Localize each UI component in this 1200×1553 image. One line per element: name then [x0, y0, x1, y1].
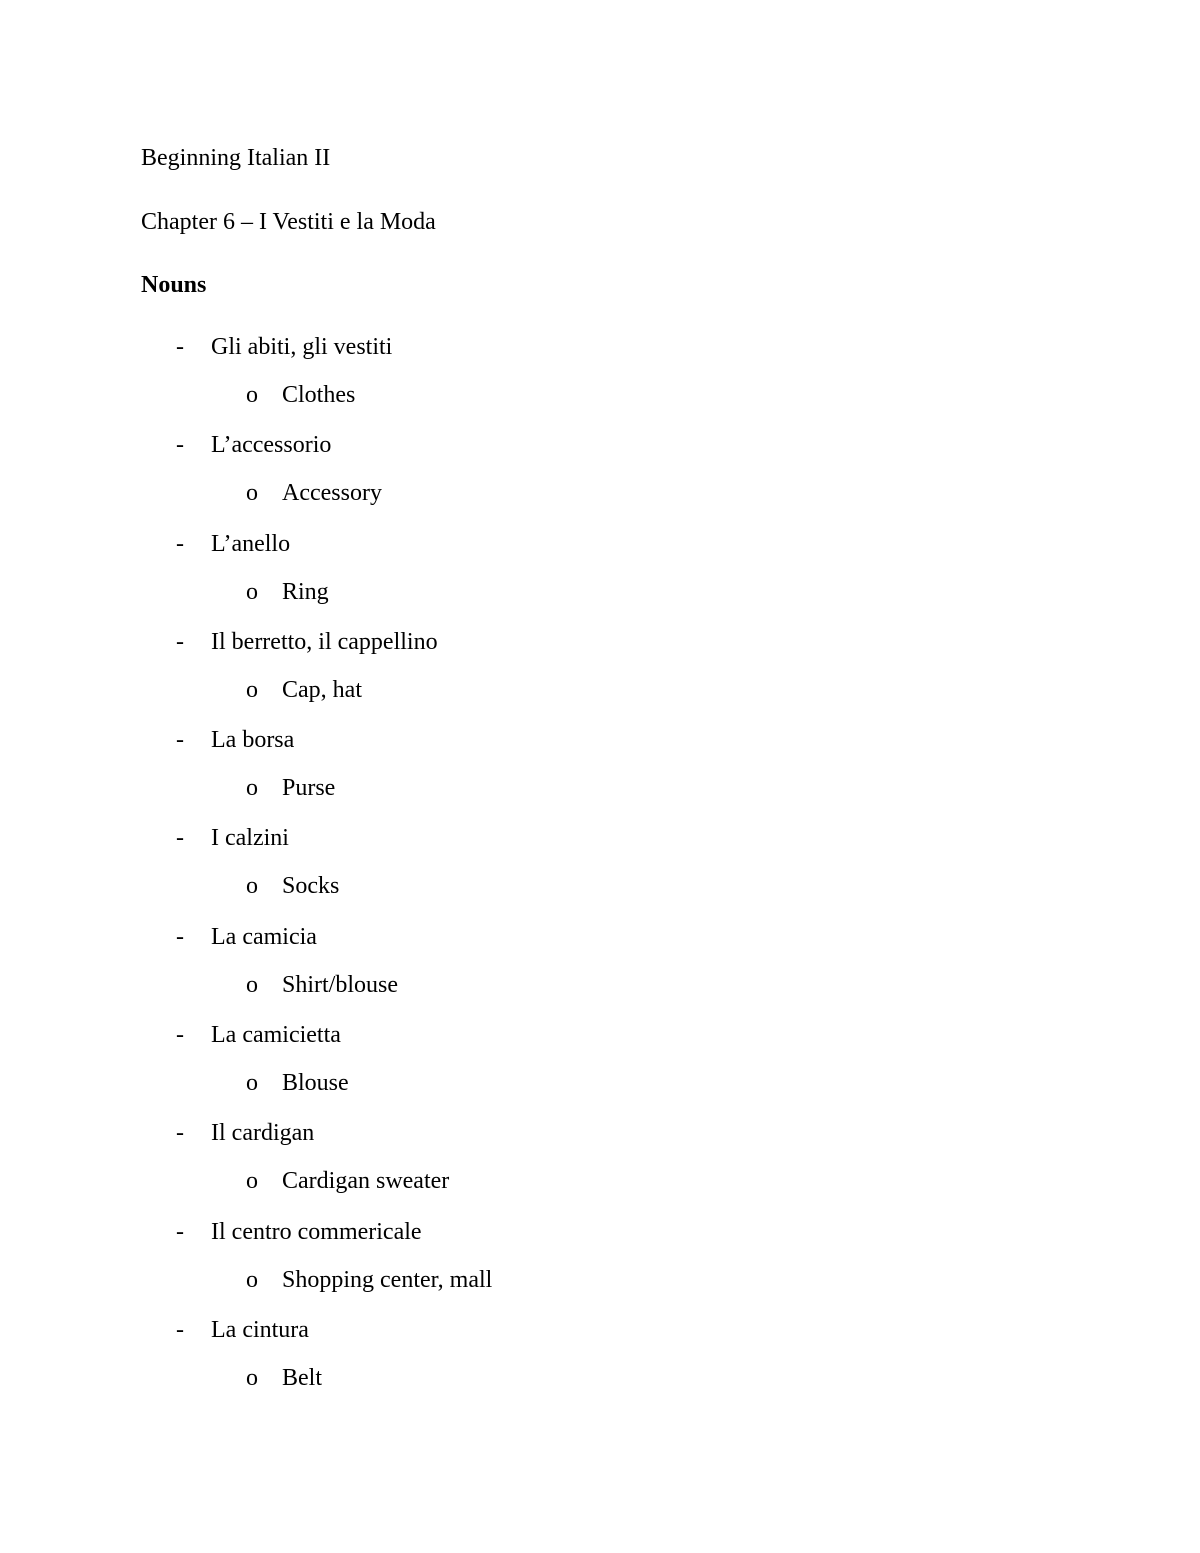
definition-bullet-marker: o — [246, 1364, 258, 1391]
term-dash-marker: - — [176, 923, 184, 950]
italian-term: Il berretto, il cappellino — [211, 628, 438, 655]
definition-bullet-marker: o — [246, 775, 258, 802]
list-item — [0, 1118, 1200, 1216]
italian-term: La cintura — [211, 1316, 309, 1343]
english-definition: Shopping center, mall — [282, 1266, 493, 1293]
definition-bullet-marker: o — [246, 1266, 258, 1293]
vocabulary-list — [0, 332, 1200, 1413]
italian-term: I calzini — [211, 825, 289, 852]
italian-term: Il cardigan — [211, 1120, 315, 1147]
english-definition: Ring — [282, 578, 329, 605]
list-item — [0, 922, 1200, 1020]
definition-bullet-marker: o — [246, 971, 258, 998]
list-item — [0, 529, 1200, 627]
english-definition: Accessory — [282, 480, 382, 507]
italian-term: L’accessorio — [211, 432, 332, 459]
section-heading: Nouns — [141, 272, 207, 298]
definition-bullet-marker: o — [246, 382, 258, 408]
term-dash-marker: - — [176, 432, 184, 459]
list-item — [0, 823, 1200, 921]
term-dash-marker: - — [176, 1316, 184, 1343]
english-definition: Shirt/blouse — [282, 971, 399, 998]
term-dash-marker: - — [176, 825, 184, 852]
definition-bullet-marker: o — [246, 1070, 258, 1097]
term-dash-marker: - — [176, 530, 184, 557]
italian-term: La camicia — [211, 923, 317, 950]
italian-term: L’anello — [211, 530, 291, 557]
definition-bullet-marker: o — [246, 873, 258, 900]
list-item — [0, 627, 1200, 725]
list-item — [0, 725, 1200, 823]
english-definition: Socks — [282, 873, 340, 900]
chapter-title: Chapter 6 – I Vestiti e la Moda — [141, 209, 436, 235]
italian-term: La borsa — [211, 727, 295, 754]
definition-bullet-marker: o — [246, 1168, 258, 1195]
english-definition: Cap, hat — [282, 676, 362, 703]
term-dash-marker: - — [176, 1120, 184, 1147]
english-definition: Blouse — [282, 1070, 349, 1097]
english-definition: Cardigan sweater — [282, 1168, 450, 1195]
definition-bullet-marker: o — [246, 578, 258, 605]
english-definition: Clothes — [282, 382, 356, 408]
list-item — [0, 430, 1200, 528]
list-item — [0, 332, 1200, 430]
italian-term: Gli abiti, gli vestiti — [211, 334, 393, 360]
italian-term: Il centro commericale — [211, 1218, 422, 1245]
term-dash-marker: - — [176, 628, 184, 655]
term-dash-marker: - — [176, 1022, 184, 1049]
term-dash-marker: - — [176, 1218, 184, 1245]
english-definition: Belt — [282, 1364, 322, 1391]
list-item — [0, 1217, 1200, 1315]
term-dash-marker: - — [176, 727, 184, 754]
course-title: Beginning Italian II — [141, 145, 331, 171]
term-dash-marker: - — [176, 334, 184, 360]
list-item — [0, 1315, 1200, 1413]
definition-bullet-marker: o — [246, 676, 258, 703]
italian-term: La camicietta — [211, 1022, 341, 1049]
english-definition: Purse — [282, 775, 336, 802]
list-item — [0, 1020, 1200, 1118]
definition-bullet-marker: o — [246, 480, 258, 507]
